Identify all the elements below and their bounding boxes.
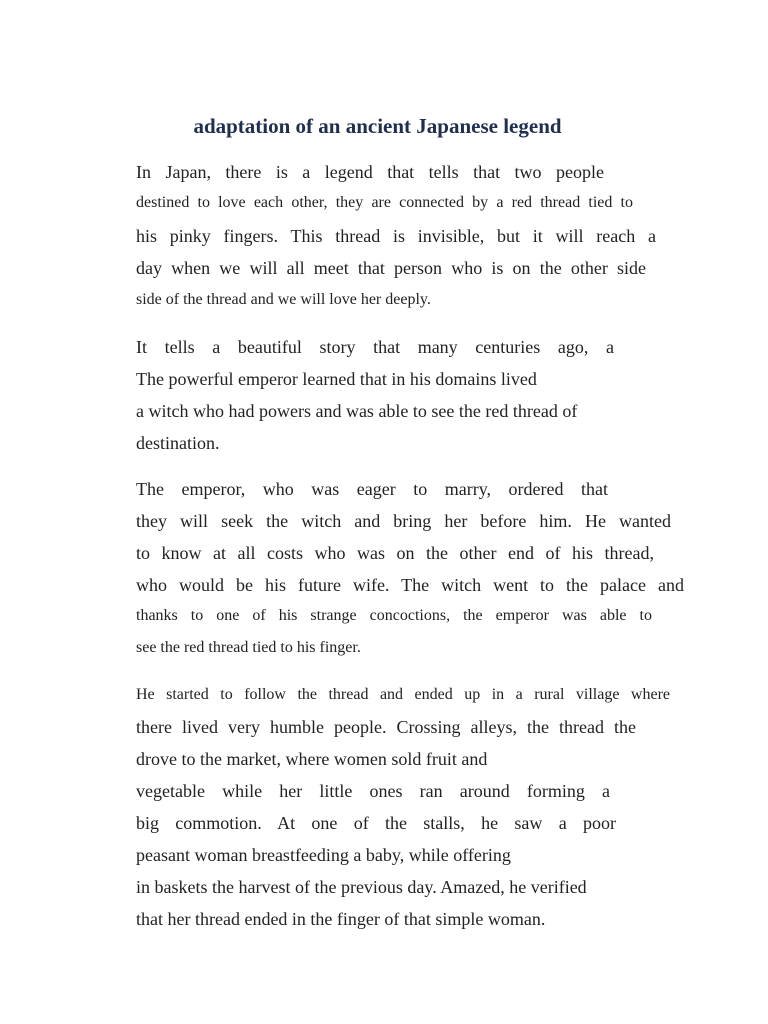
paragraph-3-line-5: thanks to one of his strange concoctions, the emperor was able to	[136, 607, 652, 624]
paragraph-4-line-7: in baskets the harvest of the previous day. Amazed, he verified	[136, 877, 587, 897]
paragraph-2-line-3: a witch who had powers and was able to see the red thread of	[136, 401, 578, 421]
paragraph-2-line-1: It tells a beautiful story that many centuries ago, a	[136, 337, 614, 357]
paragraph-4-line-4: vegetable while her little ones ran around forming a	[136, 781, 610, 801]
paragraph-3-line-2: they will seek the witch and bring her before him. He wanted	[136, 511, 671, 531]
paragraph-2-line-2: The powerful emperor learned that in his domains lived	[136, 369, 537, 389]
paragraph-4-line-5: big commotion. At one of the stalls, he saw a poor	[136, 813, 616, 833]
paragraph-1-line-1: In Japan, there is a legend that tells that two people	[136, 162, 604, 182]
paragraph-1-line-2: destined to love each other, they are connected by a red thread tied to	[136, 194, 633, 211]
paragraph-3-line-6: see the red thread tied to his finger.	[136, 639, 361, 656]
paragraph-3-line-4: who would be his future wife. The witch went to the palace and	[136, 575, 684, 595]
paragraph-3-line-3: to know at all costs who was on the other end of his thread,	[136, 543, 654, 563]
document-title: adaptation of an ancient Japanese legend	[193, 114, 562, 138]
paragraph-1-line-3: his pinky fingers. This thread is invisible, but it will reach a	[136, 226, 656, 246]
paragraph-2-line-4: destination.	[136, 433, 220, 453]
paragraph-3-line-1: The emperor, who was eager to marry, ordered that	[136, 479, 608, 499]
paragraph-1-line-4: day when we will all meet that person who is on the other side	[136, 258, 646, 278]
paragraph-4-line-6: peasant woman breastfeeding a baby, while offering	[136, 845, 511, 865]
paragraph-1-line-5: side of the thread and we will love her deeply.	[136, 291, 431, 308]
paragraph-4-line-1: He started to follow the thread and ended up in a rural village where	[136, 686, 670, 703]
paragraph-4-line-2: there lived very humble people. Crossing alleys, the thread the	[136, 717, 636, 737]
paragraph-4-line-8: that her thread ended in the finger of that simple woman.	[136, 909, 546, 929]
paragraph-4-line-3: drove to the market, where women sold fruit and	[136, 749, 488, 769]
